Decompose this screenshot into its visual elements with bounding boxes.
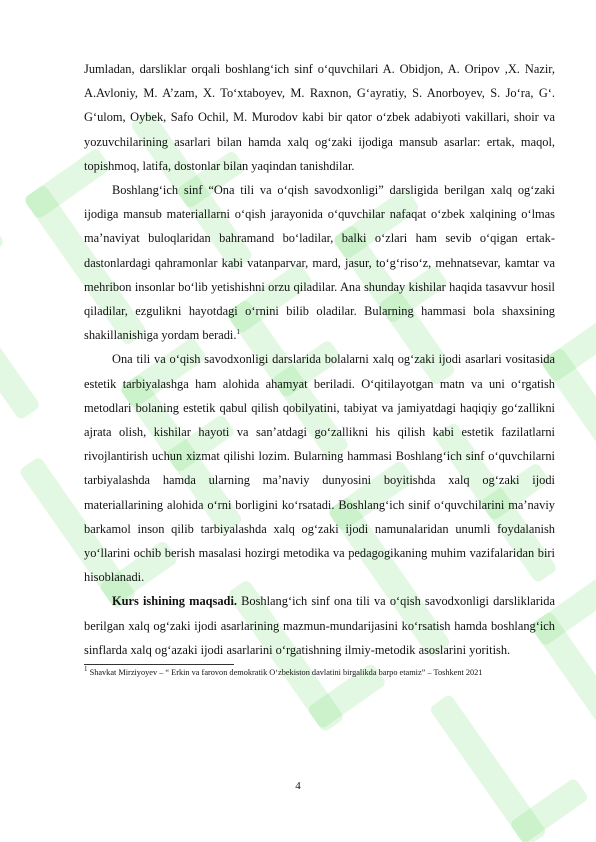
page-body bbox=[84, 57, 555, 678]
footnote bbox=[84, 665, 555, 678]
footnote-divider bbox=[84, 664, 234, 665]
course-goal-heading: Kurs ishining maqsadi. bbox=[112, 594, 237, 609]
footnote-reference[interactable]: 1 bbox=[236, 328, 240, 337]
paragraph-text: Jumladan, darsliklar orqali boshlang‘ich sinf o‘quvchilari A. Obidjon, A. Oripov ,X. Nazir, A.Avloniy, M. A’zam, X. To‘xtaboyev, M. Raxnon, G‘ayratiy, S. Anorboyev, S. Jo‘ra, G‘. G‘ulom, Oybek, Safo Ochil, M. Murodov kabi bir qator o‘zbek adabiyoti vakillari, shoir va yozuvchilarining asarlari bilan hamda xalq og‘zaki ijodiga mansub asarlar: ertak, maqol, topishmoq, latifa, dostonlar bilan yaqindan tanishdilar. bbox=[84, 62, 555, 173]
paragraph-folklore-materials bbox=[84, 178, 555, 347]
paragraph-course-goal bbox=[84, 589, 555, 662]
paragraph-text: Boshlang‘ich sinf ona tili va o‘qish savodxonligi darsliklarida berilgan xalq og‘zaki ijodi asarlarining mazmun-mundarijasini ko‘rsatish hamda boshlang‘ich sinflarda xalq og‘azaki ijodi asarlarini o‘rgatishning ilmiy-metodik asoslarini yoritish. bbox=[84, 594, 556, 657]
paragraph-authors bbox=[84, 57, 555, 178]
footnote-text: Shavkat Mirziyoyev – “ Erkin va farovon demokratik O‘zbekiston davlatini birgalikda barpo etamiz” – Toshkent 2021 bbox=[87, 668, 483, 678]
paragraph-text: Boshlang‘ich sinf “Ona tili va o‘qish savodxonligi” darsligida berilgan xalq og‘zaki ijodiga mansub materiallarni o‘qish jarayonida o‘quvchilar nafaqat o‘zbek xalqining o‘lmas ma’naviyat buloqlaridan bahramand bo‘ladilar, balki o‘zlari ham sevib o‘qigan ertak- dastonlardagi qahramonlar kabi vatanparvar, mard, jasur, to‘g‘riso‘z, mehnatsevar, kamtar va mehribon insonlar bo‘lib yetishishni orzu qiladilar. Ana shunday kishilar haqida tasavvur hosil qiladilar, ezgulikni hayotdagi o‘rnini bilib oladilar. Bularning hammasi bola shaxsining shakillanishiga yordam beradi. bbox=[84, 183, 555, 343]
paragraph-aesthetic-education bbox=[84, 347, 555, 589]
page-number: 4 bbox=[295, 780, 301, 792]
footnote-mark: 1 bbox=[84, 665, 88, 674]
paragraph-text: Ona tili va o‘qish savodxonligi darslarida bolalarni xalq og‘zaki ijodi asarlari vositasida estetik tarbiyalashga ham alohida ahamyat beriladi. O‘qitilayotgan matn va uni o‘rgatish metodlari bolaning estetik qabul qilish qobilyatini, tabiyat va jamiyatdagi haqiqiy go‘zallikni ajrata olish, kishilar hayoti va san’atdagi go‘zallikni his qilish kabi estetik fazilatlarni rivojlantirish uchun xizmat qilishi lozim. Bularning hammasi Boshlang‘ich sinf o‘quvchilarni tarbiyalashda hamda ularning ma’naviy dunyosini boyitishda xalq og‘zaki ijodi materiallarining alohida o‘rni borligini ko‘rsatadi. Boshlang‘ich sinif o‘quvchilarini ma’naviy barkamol inson qilib tarbiyalashda xalq og‘zaki ijodi namunalaridan unumli foydalanish yo‘llarini ochib berish masalasi hozirgi metodika va pedagogikaning muhim vazifalaridan biri hisoblanadi. bbox=[84, 352, 555, 585]
